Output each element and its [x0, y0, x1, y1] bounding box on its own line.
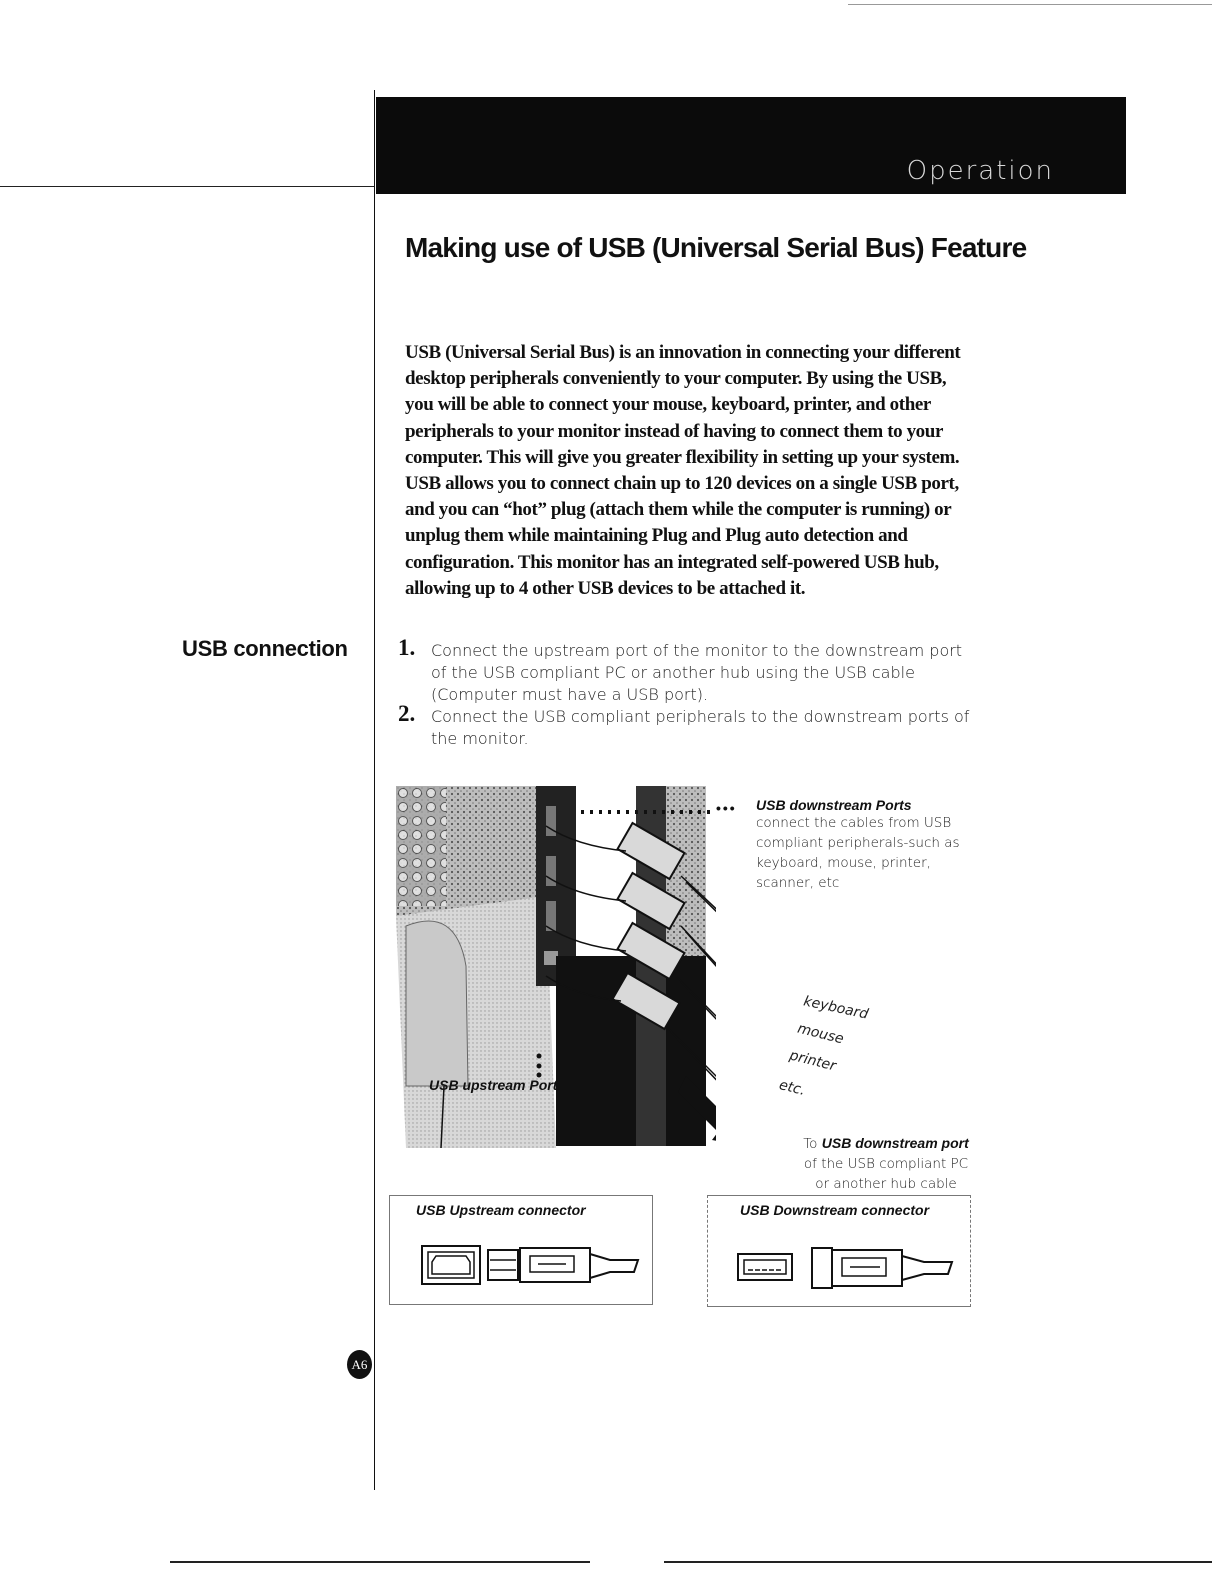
intro-line: desktop peripherals conveniently to your computer. By using the USB,	[405, 368, 947, 390]
intro-line: allowing up to 4 other USB devices to be attached it.	[405, 577, 806, 599]
step-number: 2.	[398, 701, 416, 726]
downstream-connector-box	[707, 1195, 971, 1307]
intro-line: configuration. This monitor has an integrated self-powered USB hub,	[405, 551, 939, 573]
intro-paragraph	[405, 340, 987, 602]
pc-callout-line: or another hub cable	[815, 1176, 957, 1192]
downstream-desc-line: keyboard, mouse, printer,	[756, 855, 931, 871]
downstream-desc-line: connect the cables from USB	[756, 815, 952, 831]
header-rule	[0, 186, 375, 187]
downstream-callout	[756, 797, 986, 893]
page-title: Making use of USB (Universal Serial Bus) Feature	[405, 232, 1027, 263]
usb-a-connector-icon	[734, 1246, 954, 1290]
step-number: 1.	[398, 635, 416, 660]
pc-callout-line	[786, 1133, 986, 1154]
header-bar	[376, 97, 1126, 194]
step-text: Connect the USB compliant peripherals to the downstream ports of the monitor.	[431, 707, 970, 748]
usb-connection-illustration	[396, 786, 716, 1148]
bottom-rule	[664, 1561, 1212, 1563]
pc-callout-line: of the USB compliant PC	[803, 1156, 969, 1172]
intro-line: and you can “hot” plug (attach them while the computer is running) or	[405, 499, 952, 521]
upstream-connector-title: USB Upstream connector	[416, 1202, 586, 1218]
margin-line	[374, 90, 375, 1490]
device-label-etc: etc.	[777, 1077, 807, 1099]
step-text: Connect the upstream port of the monitor to the downstream port of the USB compliant PC or another hub using the USB cable (Computer must have a USB port).	[431, 641, 963, 704]
leader-dots: •••	[716, 800, 737, 816]
usb-b-connector-icon	[420, 1244, 640, 1288]
step-item	[398, 635, 978, 706]
page-number-badge: A6	[347, 1350, 372, 1379]
pc-callout-prefix: To	[803, 1136, 818, 1152]
header-label: Operation	[906, 156, 1054, 186]
downstream-desc-line: scanner, etc	[756, 875, 840, 891]
pc-callout-bold: USB downstream port	[821, 1135, 969, 1151]
intro-line: unplug them while maintaining Plug and Plug auto detection and	[405, 525, 908, 547]
downstream-connector-title: USB Downstream connector	[740, 1202, 930, 1218]
intro-line: USB (Universal Serial Bus) is an innovation in connecting your different	[405, 342, 961, 363]
section-title: USB connection	[182, 636, 348, 661]
intro-line: peripherals to your monitor instead of having to connect them to your	[405, 420, 943, 442]
device-label-printer: printer	[787, 1047, 838, 1075]
intro-line: computer. This will give you greater flexibility in setting up your system.	[405, 446, 960, 468]
downstream-title: USB downstream Ports	[756, 797, 912, 813]
upstream-connector-box	[389, 1195, 653, 1305]
upstream-port-label: USB upstream Port	[429, 1077, 558, 1093]
step-item	[398, 701, 978, 750]
device-label-mouse: mouse	[795, 1020, 846, 1048]
top-rule	[848, 4, 1212, 5]
intro-line: USB allows you to connect chain up to 120 devices on a single USB port,	[405, 473, 959, 495]
bottom-rule	[170, 1561, 590, 1563]
intro-line: you will be able to connect your mouse, keyboard, printer, and other	[405, 394, 931, 416]
device-label-keyboard: keyboard	[802, 993, 870, 1023]
pc-callout	[786, 1133, 986, 1194]
downstream-desc-line: compliant peripherals-such as	[756, 835, 960, 851]
steps-list	[398, 635, 978, 750]
